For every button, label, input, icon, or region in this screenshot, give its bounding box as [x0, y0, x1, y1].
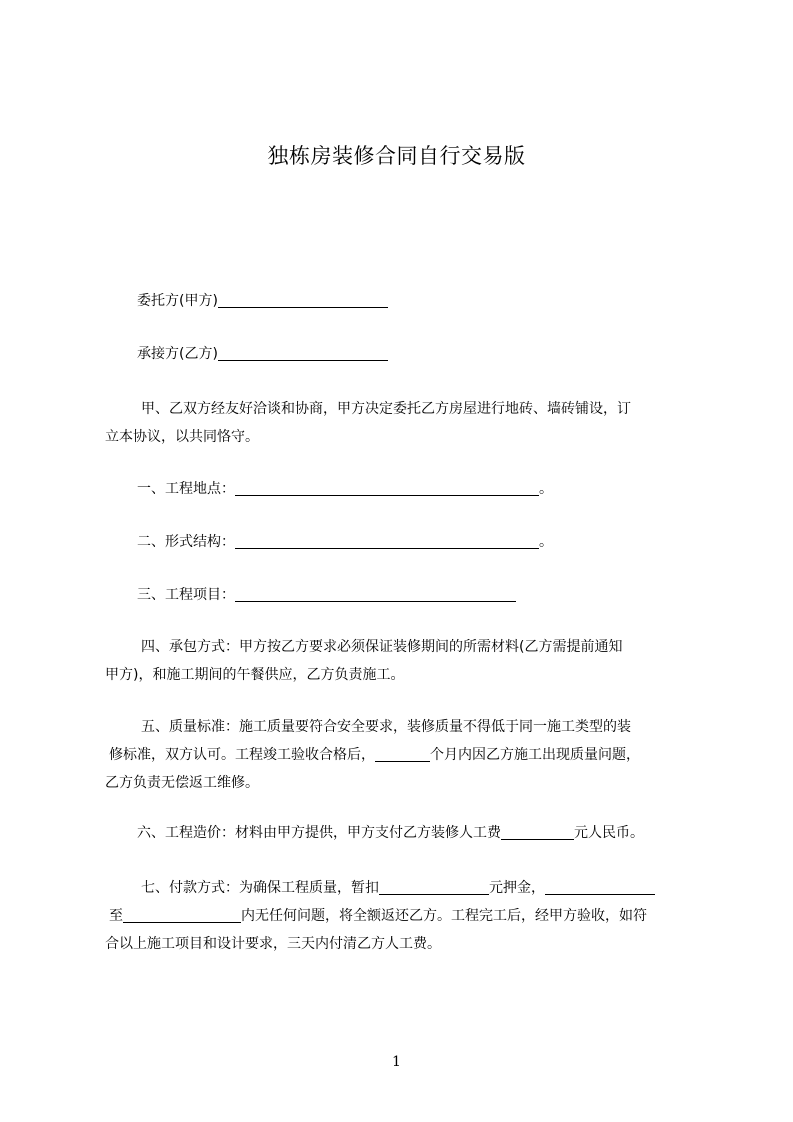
- labor-fee-blank[interactable]: [501, 823, 574, 840]
- intro-line-2: 立本协议，以共同恪守。: [105, 429, 259, 445]
- period-start-blank[interactable]: [545, 878, 655, 895]
- period-end-blank[interactable]: [123, 906, 241, 923]
- clause-2: [105, 528, 734, 556]
- clause-5-line-3: 乙方负责无偿返工维修。: [105, 775, 259, 791]
- party-b-blank[interactable]: [218, 344, 388, 361]
- intro-paragraph: [105, 395, 702, 451]
- clause-7-line-1: [105, 874, 702, 902]
- party-b-line: [105, 340, 734, 368]
- clause-5-line-2: [105, 741, 702, 769]
- clause-5: [105, 713, 702, 797]
- clause-2-label: 二、形式结构：: [137, 534, 235, 550]
- warranty-months-blank[interactable]: [375, 745, 430, 762]
- party-a-line: [105, 287, 734, 315]
- clause-6: [105, 819, 734, 847]
- location-blank[interactable]: [235, 479, 539, 496]
- party-b-label: 承接方(乙方): [137, 346, 218, 362]
- clause-4: [105, 633, 702, 689]
- clause-3: [105, 581, 734, 609]
- clause-4-line-2: 甲方)，和施工期间的午餐供应，乙方负责施工。: [105, 667, 405, 683]
- structure-blank[interactable]: [235, 532, 539, 549]
- clause-2-end: 。: [539, 534, 553, 550]
- party-a-label: 委托方(甲方): [137, 293, 218, 309]
- clause-7-text-c: 至: [109, 908, 123, 924]
- clause-7-text-b: 元押金，: [489, 880, 545, 896]
- party-a-blank[interactable]: [218, 291, 388, 308]
- clause-5-text-b: 个月内因乙方施工出现质量问题，: [430, 747, 640, 763]
- clause-5-text-a: 修标准，双方认可。工程竣工验收合格后，: [109, 747, 375, 763]
- project-blank[interactable]: [235, 585, 516, 602]
- intro-line-1: 甲、乙双方经友好洽谈和协商，甲方决定委托乙方房屋进行地砖、墙砖铺设，订: [141, 401, 631, 417]
- clause-3-label: 三、工程项目：: [137, 587, 235, 603]
- clause-5-line-1: 五、质量标准：施工质量要符合安全要求，装修质量不得低于同一施工类型的装: [141, 719, 631, 735]
- clause-4-line-1: 四、承包方式：甲方按乙方要求必须保证装修期间的所需材料(乙方需提前通知: [141, 639, 623, 655]
- clause-7-line-3: 合以上施工项目和设计要求，三天内付清乙方人工费。: [105, 936, 441, 952]
- clause-7-text-d: 内无任何问题，将全额返还乙方。工程完工后，经甲方验收，如符: [241, 908, 647, 924]
- clause-7: [105, 874, 702, 958]
- clause-7-line-2: [105, 902, 702, 930]
- clause-7-text-a: 七、付款方式：为确保工程质量，暂扣: [141, 880, 379, 896]
- page-number: 1: [392, 1054, 401, 1070]
- clause-1-label: 一、工程地点：: [137, 481, 235, 497]
- clause-6-text-b: 元人民币。: [574, 825, 644, 841]
- clause-1-end: 。: [539, 481, 553, 497]
- deposit-blank[interactable]: [379, 878, 489, 895]
- clause-6-text-a: 六、工程造价：材料由甲方提供，甲方支付乙方装修人工费: [137, 825, 501, 841]
- clause-1: [105, 475, 734, 503]
- document-title: 独栋房装修合同自行交易版: [267, 144, 526, 168]
